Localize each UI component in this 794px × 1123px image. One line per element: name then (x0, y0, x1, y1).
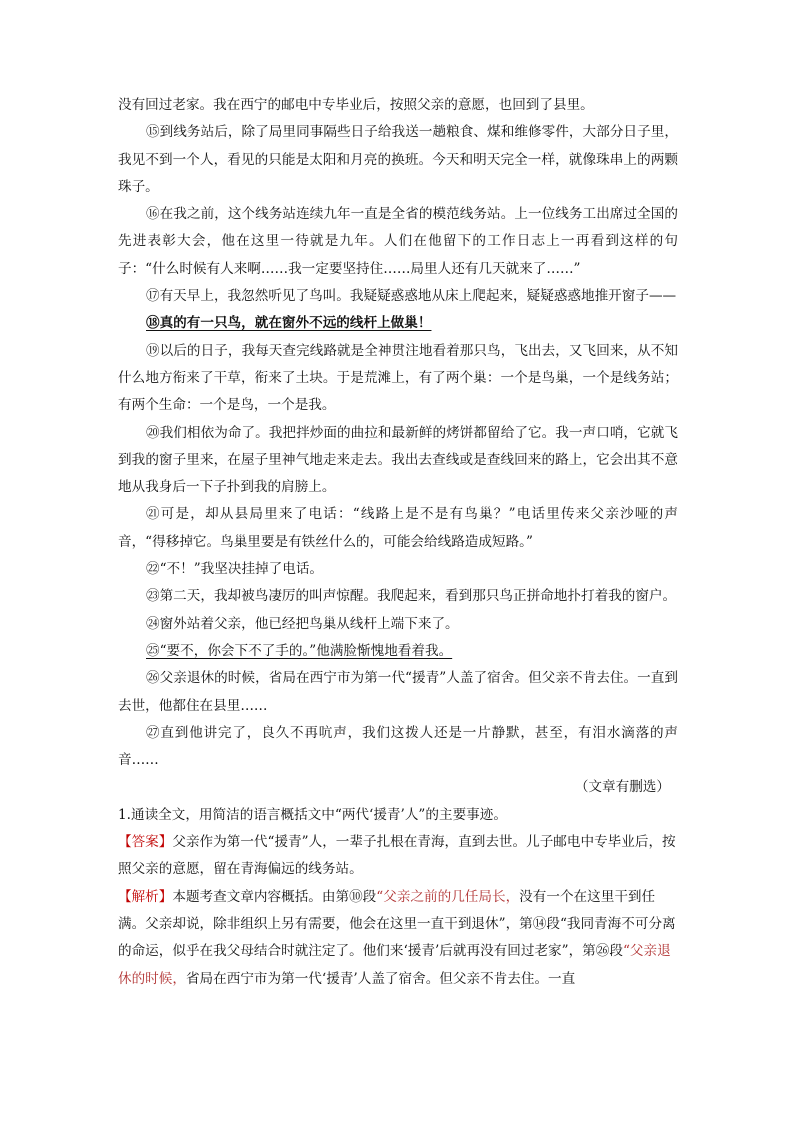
answer-text: 父亲作为第一代“援青”人，一辈子扎根在青海，直到去世。儿子邮电中专毕业后，按照父亲的意愿，留在青海偏远的线务站。 (118, 834, 676, 878)
analysis-text-a: 本题考查文章内容概括。由第⑩段 (172, 888, 377, 905)
paragraph-19: ⑲以后的日子，我每天查完线路就是全神贯注地看着那只鸟，飞出去，又飞回来，从不知什么地方衔来了干草，衔来了土块。于是荒滩上，有了两个巢：一个是鸟巢，一个是线务站；有两个生命：一个是鸟，一个是我。 (118, 342, 678, 414)
paragraph-26: ㉖父亲退休的时候，省局在西宁市为第一代“援青”人盖了宿舍。但父亲不肯去住。一直到去世，他都住在县里…… (118, 670, 678, 714)
analysis-label: 【解析】 (118, 888, 173, 905)
paragraph-22: ㉒“不！”我坚决挂掉了电话。 (146, 561, 324, 578)
question-1: 1.通读全文，用简洁的语言概括文中“两代‘援青’人”的主要事迹。 (118, 806, 507, 823)
paragraph-20: ⑳我们相依为命了。我把拌炒面的曲拉和最新鲜的烤饼都留给了它。我一声口哨，它就飞到我的窗子里来，在屋子里神气地走来走去。我出去查线或是查线回来的路上，它会出其不意地从我身后一下子扑到我的肩膀上。 (118, 424, 678, 496)
analysis-text-c: 省局在西宁市为第一代‘援青’人盖了宿舍。但父亲不肯去住。一直 (185, 970, 576, 987)
paragraph-25: ㉕“要不，你会下不了手的。”他满脸惭愧地看着我。 (146, 642, 453, 659)
paragraph-24: ㉔窗外站着父亲，他已经把鸟巢从线杆上端下来了。 (146, 615, 459, 632)
source-note: （文章有删选） (574, 779, 670, 796)
paragraph-17: ⑰有天早上，我忽然听见了鸟叫。我疑疑惑惑地从床上爬起来，疑疑惑惑地推开窗子—— (146, 288, 677, 305)
paragraph-15: ⑮到线务站后，除了局里同事隔些日子给我送一趟粮食、煤和维修零件，大部分日子里，我见不到一个人，看见的只能是太阳和月亮的换班。今天和明天完全一样，就像珠串上的两颗珠子。 (118, 124, 678, 195)
paragraph-21: ㉑可是，却从县局里来了电话：“线路上是不是有鸟巢？”电话里传来父亲沙哑的声音，“得移掉它。鸟巢里要是有铁丝什么的，可能会给线路造成短路。” (118, 506, 678, 550)
paragraph-23: ㉓第二天，我却被鸟凄厉的叫声惊醒。我爬起来，看到那只鸟正拼命地扑打着我的窗户。 (146, 588, 677, 605)
analysis-text-b: 没有一个在这里干到任满。父亲却说，除非组织上另有需要，他会在这里一直干到退休”，第⑭段“我同青海不可分离的命运，似乎在我父母结合时就注定了。他们来‘援青’后就再没有回过老家”，第㉖段 (118, 888, 676, 960)
analysis-quote-2: “父亲退休的时候， (118, 943, 671, 987)
answer-label: 【答案】 (118, 834, 173, 851)
passage-body (118, 92, 678, 993)
answer-block (118, 829, 678, 884)
paragraph-16: ⑯在我之前，这个线务站连续九年一直是全省的模范线务站。上一位线务工出席过全国的先进表彰大会，他在这里一待就是九年。人们在他留下的工作日志上一再看到这样的句子：“什么时候有人来啊……我一定要坚持住……局里人还有几天就来了……” (118, 206, 678, 277)
analysis-quote-1: “父亲之前的几任局长， (376, 888, 520, 905)
paragraph-25-wrap (118, 638, 678, 665)
paragraph-14-tail: 没有回过老家。我在西宁的邮电中专毕业后，按照父亲的意愿，也回到了县里。 (118, 97, 594, 113)
paragraph-18: ⑱真的有一只鸟，就在窗外不远的线杆上做巢！ (146, 315, 432, 332)
analysis-block (118, 884, 678, 993)
paragraph-27: ㉗直到他讲完了，良久不再吭声，我们这拨人还是一片静默，甚至，有泪水滴落的声音…… (118, 724, 678, 769)
